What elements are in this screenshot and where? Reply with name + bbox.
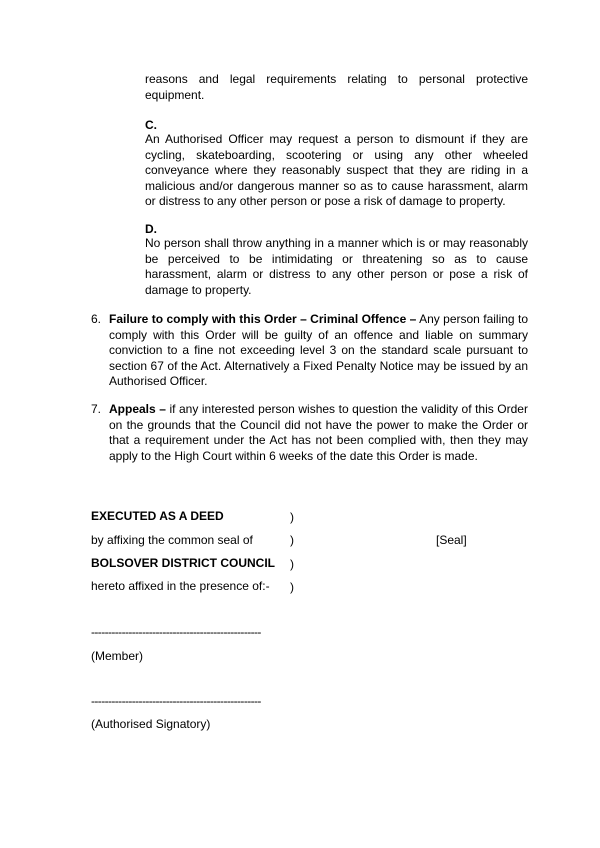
item-6-number: 6. [91,312,102,326]
subsection-d-text: No person shall throw anything in a manner which is or may reasonably be perceived to be intimidating or threatening so as to cause harassment, alarm or distress to any other person or pose a risk of damage to property. [145,236,528,297]
subsection-d-heading: D. [145,222,157,236]
signatory-label: (Authorised Signatory) [91,717,211,731]
signatory-signature-line: -------------------------------------------------- [91,694,261,708]
member-signature-line: -------------------------------------------------- [91,625,261,639]
item-7-paragraph [109,402,528,464]
council-name: BOLSOVER DISTRICT COUNCIL [91,556,276,570]
seal-placeholder: [Seal] [436,533,467,547]
item-7-title: Appeals – [109,402,166,416]
item-7-number: 7. [91,402,102,416]
member-label: (Member) [91,649,144,663]
subsection-c-heading: C. [145,118,157,132]
presence-line: hereto affixed in the presence of:- [91,579,270,593]
bracket: ) [290,533,294,547]
affixing-common-seal: by affixing the common seal of [91,533,253,547]
item-6-title: Failure to comply with this Order – Criminal Offence – [109,312,417,326]
bracket: ) [290,510,294,524]
bracket: ) [290,557,294,571]
executed-as-deed: EXECUTED AS A DEED [91,509,224,523]
continued-paragraph: reasons and legal requirements relating to personal protective equipment. [145,72,528,102]
bracket: ) [290,580,294,594]
item-7-text: if any interested person wishes to question the validity of this Order on the grounds that the Council did not have the power to make the Order or that a requirement under the Act has not been complied with, then they may apply to the High Court within 6 weeks of the date this Order is made. [109,402,528,463]
subsection-c-text: An Authorised Officer may request a person to dismount if they are cycling, skateboarding, scootering or using any other wheeled conveyance where they reasonably suspect that they are riding in a malicious and/or dangerous manner so as to cause harassment, alarm or distress to any other person or pose a risk of damage to property. [145,132,528,208]
item-6-text: Any person failing to comply with this Order will be guilty of an offence and liable on summary conviction to a fine not exceeding level 3 on the standard scale pursuant to section 67 of the Act. Alternatively a Fixed Penalty Notice may be issued by an Authorised Officer. [109,312,528,388]
item-6-paragraph [109,312,528,390]
